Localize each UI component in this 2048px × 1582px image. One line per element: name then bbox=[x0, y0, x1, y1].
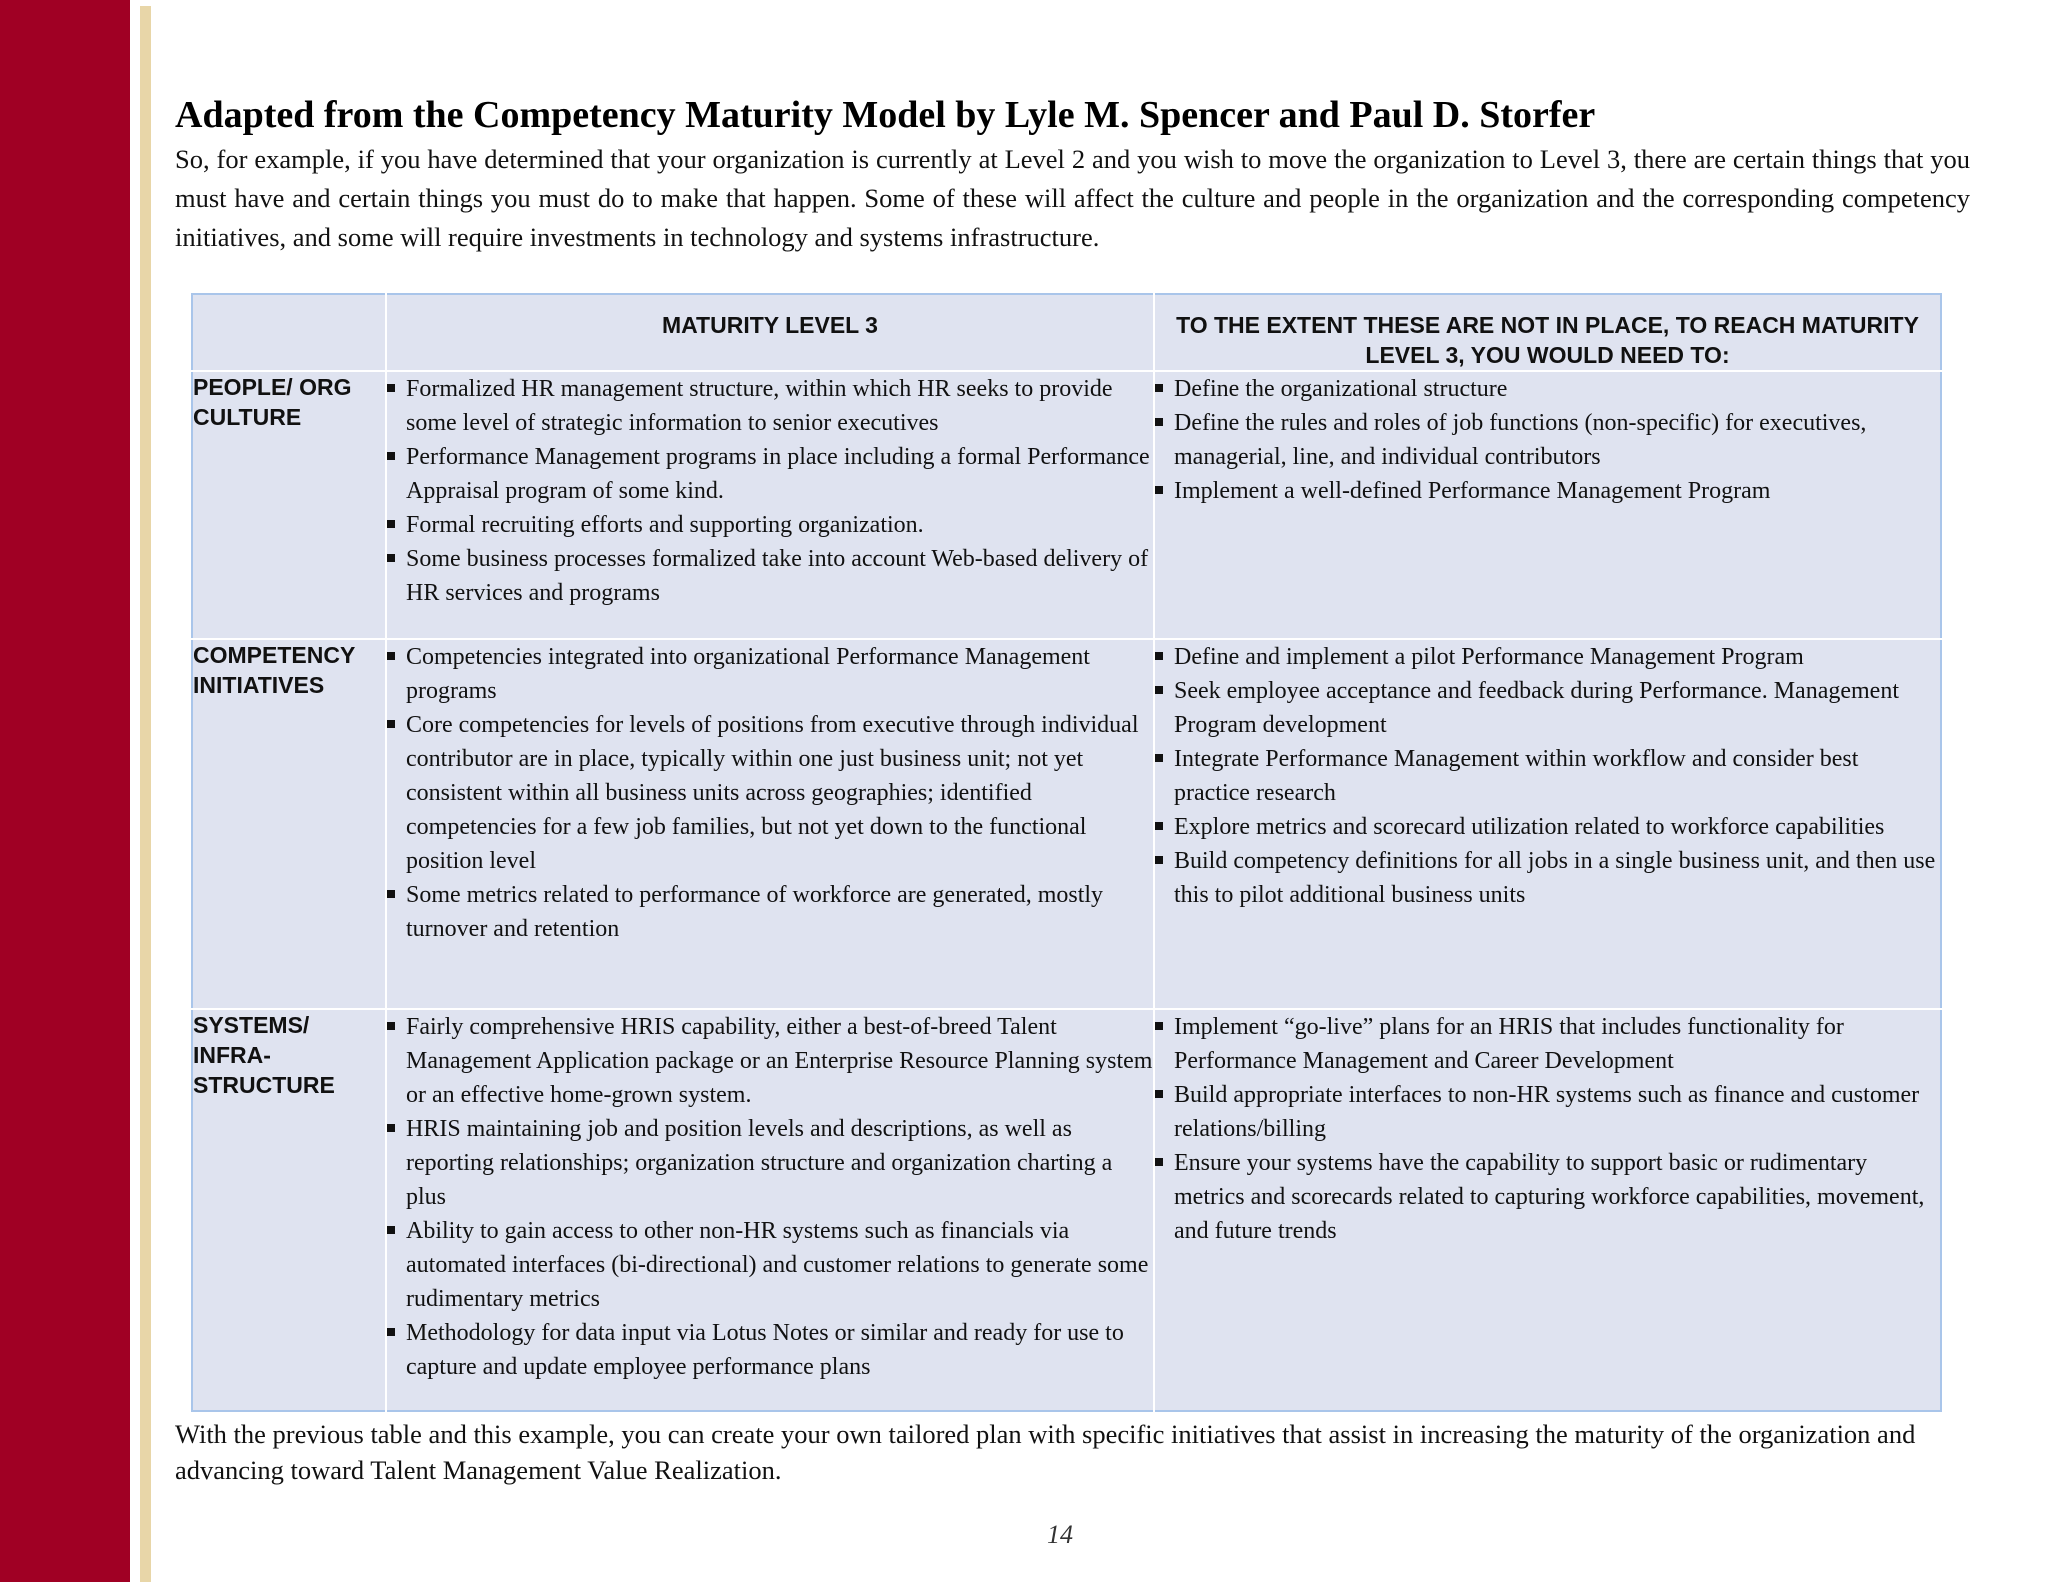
bullet-item: Formal recruiting efforts and supporting organization. bbox=[387, 508, 1153, 542]
table-header-row bbox=[192, 294, 1941, 371]
bullet-item: Implement a well-defined Performance Management Program bbox=[1155, 474, 1940, 508]
bullet-item: Define the rules and roles of job functions (non-specific) for executives, managerial, line, and individual contributors bbox=[1155, 406, 1940, 474]
maturity-level-table bbox=[191, 293, 1942, 1412]
cell-needed-actions bbox=[1154, 639, 1941, 1009]
bullet-item: HRIS maintaining job and position levels and descriptions, as well as reporting relationships; organization structure and organization charting a plus bbox=[387, 1112, 1153, 1214]
bullet-item: Define the organizational structure bbox=[1155, 372, 1940, 406]
header-empty-cell bbox=[192, 294, 386, 371]
bullet-item: Ensure your systems have the capability to support basic or rudimentary metrics and scorecards related to capturing workforce capabilities, movement, and future trends bbox=[1155, 1146, 1940, 1248]
bullet-item: Some metrics related to performance of workforce are generated, mostly turnover and retention bbox=[387, 878, 1153, 946]
intro-paragraph: So, for example, if you have determined that your organization is currently at Level 2 and you wish to move the organization to Level 3, there are certain things that you must have and certain things you must do to make that happen. Some of these will affect the culture and people in the organization and the corresponding competency initiatives, and some will require investments in technology and systems infrastructure. bbox=[175, 144, 1970, 252]
page-heading: Adapted from the Competency Maturity Model by Lyle M. Spencer and Paul D. Storfer bbox=[175, 94, 1596, 136]
bullet-item: Integrate Performance Management within workflow and consider best practice research bbox=[1155, 742, 1940, 810]
cell-current-state bbox=[386, 371, 1154, 639]
closing-paragraph: With the previous table and this example, you can create your own tailored plan with specific initiatives that assist in increasing the maturity of the organization and advancing toward Talent Management Value Realization. bbox=[175, 1419, 1916, 1485]
bullet-item: Core competencies for levels of positions from executive through individual contributor are in place, typically within one just business unit; not yet consistent within all business units across geographies; identified competencies for a few job families, but not yet down to the functional position level bbox=[387, 708, 1153, 878]
table-row bbox=[192, 1009, 1941, 1411]
bullet-list bbox=[387, 1010, 1153, 1384]
bullet-item: Performance Management programs in place including a formal Performance Appraisal program of some kind. bbox=[387, 440, 1153, 508]
row-label-systems-infrastructure: SYSTEMS/ INFRA- STRUCTURE bbox=[192, 1009, 386, 1411]
bullet-item: Some business processes formalized take into account Web-based delivery of HR services and programs bbox=[387, 542, 1153, 610]
cell-current-state bbox=[386, 639, 1154, 1009]
left-red-margin-bar bbox=[0, 0, 130, 1582]
table-row bbox=[192, 639, 1941, 1009]
left-tan-accent-bar bbox=[140, 6, 151, 1582]
row-label-people-org-culture: PEOPLE/ ORG CULTURE bbox=[192, 371, 386, 639]
bullet-list bbox=[1155, 1010, 1940, 1248]
bullet-item: Implement “go-live” plans for an HRIS that includes functionality for Performance Management and Career Development bbox=[1155, 1010, 1940, 1078]
bullet-list bbox=[1155, 640, 1940, 912]
bullet-item: Formalized HR management structure, within which HR seeks to provide some level of strategic information to senior executives bbox=[387, 372, 1153, 440]
row-label-competency-initiatives: COMPETENCY INITIATIVES bbox=[192, 639, 386, 1009]
bullet-item: Ability to gain access to other non-HR systems such as financials via automated interfaces (bi-directional) and customer relations to generate some rudimentary metrics bbox=[387, 1214, 1153, 1316]
cell-needed-actions bbox=[1154, 1009, 1941, 1411]
header-needed-actions-label: TO THE EXTENT THESE ARE NOT IN PLACE, TO REACH MATURITY LEVEL 3, YOU WOULD NEED TO: bbox=[1176, 312, 1919, 368]
bullet-item: Build appropriate interfaces to non-HR systems such as finance and customer relations/billing bbox=[1155, 1078, 1940, 1146]
bullet-item: Define and implement a pilot Performance Management Program bbox=[1155, 640, 1940, 674]
header-maturity-level bbox=[386, 294, 1154, 371]
table-row bbox=[192, 371, 1941, 639]
bullet-item: Fairly comprehensive HRIS capability, either a best-of-breed Talent Management Application package or an Enterprise Resource Planning system or an effective home-grown system. bbox=[387, 1010, 1153, 1112]
bullet-list bbox=[387, 372, 1153, 610]
header-maturity-level-label: MATURITY LEVEL 3 bbox=[662, 312, 878, 338]
bullet-item: Build competency definitions for all jobs in a single business unit, and then use this to pilot additional business units bbox=[1155, 844, 1940, 912]
bullet-item: Seek employee acceptance and feedback during Performance. Management Program development bbox=[1155, 674, 1940, 742]
bullet-item: Methodology for data input via Lotus Notes or similar and ready for use to capture and update employee performance plans bbox=[387, 1316, 1153, 1384]
bullet-item: Competencies integrated into organizational Performance Management programs bbox=[387, 640, 1153, 708]
page-number: 14 bbox=[1047, 1520, 1073, 1549]
bullet-list bbox=[387, 640, 1153, 946]
cell-needed-actions bbox=[1154, 371, 1941, 639]
bullet-list bbox=[1155, 372, 1940, 508]
bullet-item: Explore metrics and scorecard utilization related to workforce capabilities bbox=[1155, 810, 1940, 844]
header-needed-actions bbox=[1154, 294, 1941, 371]
cell-current-state bbox=[386, 1009, 1154, 1411]
